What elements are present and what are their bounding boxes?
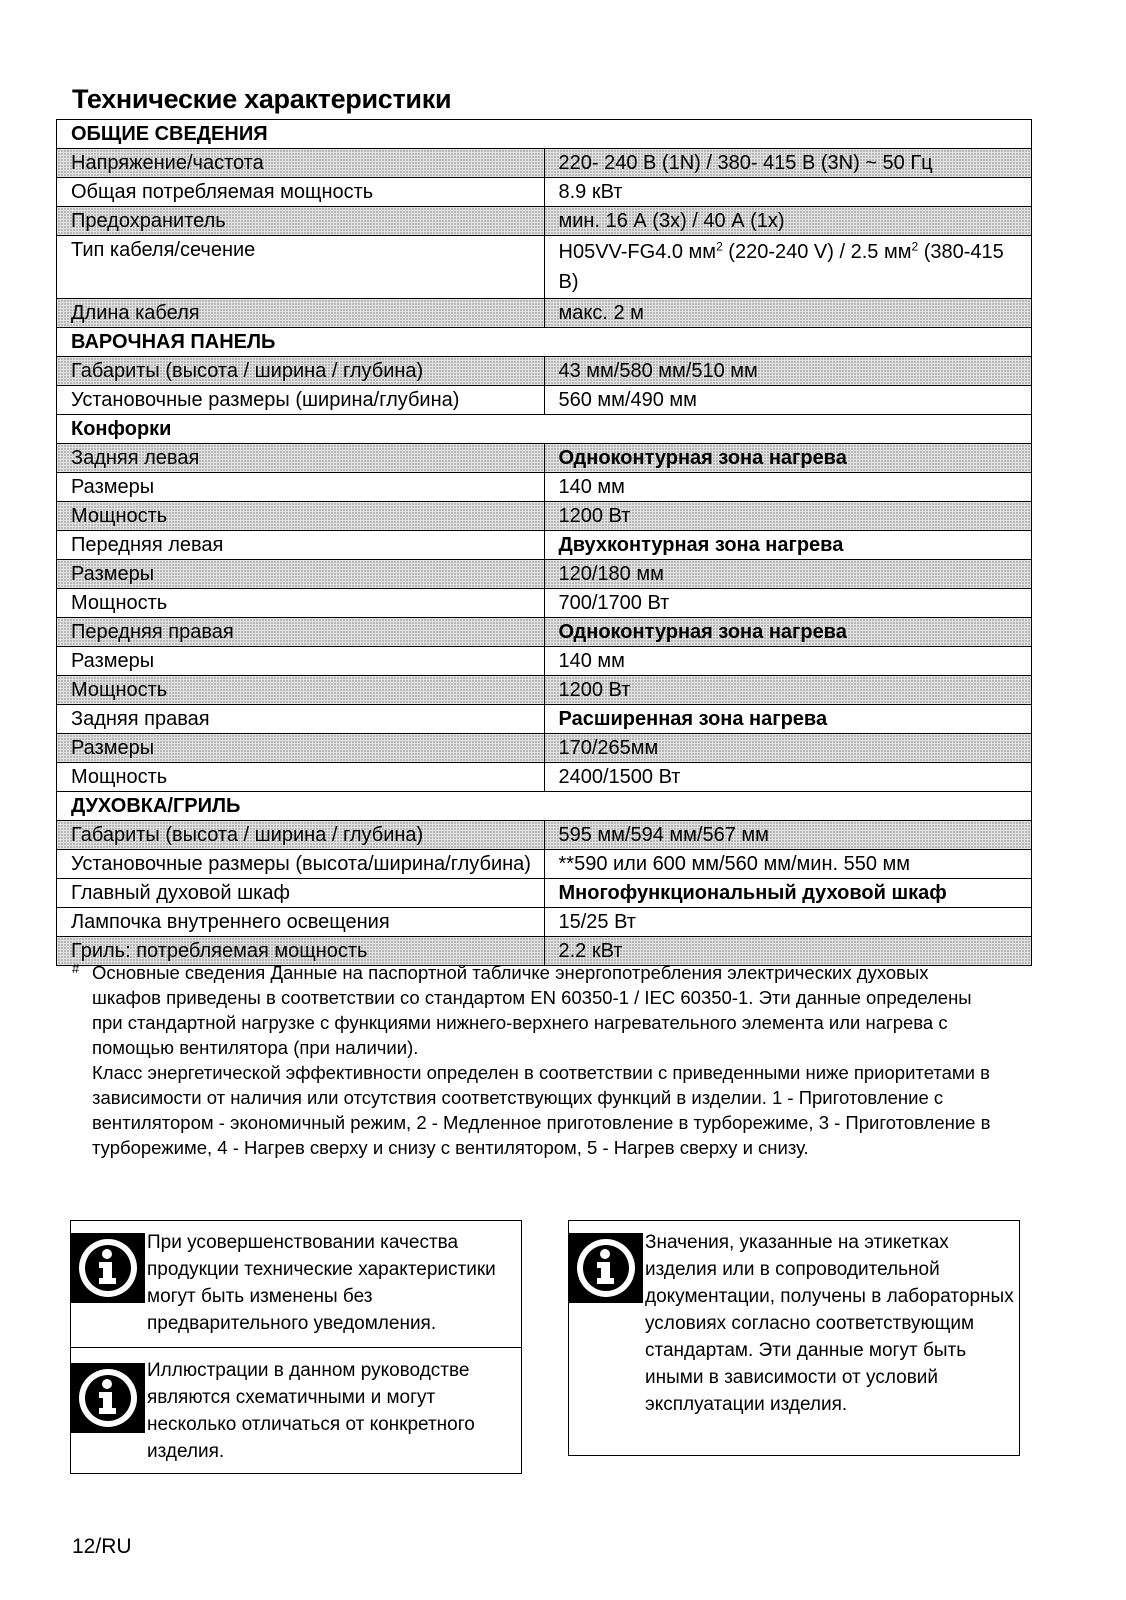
section-heading: ВАРОЧНАЯ ПАНЕЛЬ (57, 328, 1032, 357)
row-label: Габариты (высота / ширина / глубина) (57, 357, 545, 386)
table-row (57, 502, 1032, 531)
cable-superscript: 2 (716, 239, 723, 254)
row-value: Многофункциональный духовой шкаф (544, 879, 1032, 908)
note-text: Иллюстрации в данном руководстве являются схематичными и могут несколько отличаться от конкретного изделия. (147, 1360, 475, 1462)
info-icon (71, 1233, 145, 1303)
row-label: Предохранитель (57, 207, 545, 236)
row-value: Одноконтурная зона нагрева (544, 618, 1032, 647)
table-row (57, 178, 1032, 207)
section-heading-general (57, 120, 1032, 149)
row-value-cable (544, 236, 1032, 299)
row-label: Задняя правая (57, 705, 545, 734)
row-value: макс. 2 м (544, 299, 1032, 328)
row-label: Мощность (57, 676, 545, 705)
row-value: мин. 16 А (3x) / 40 А (1x) (544, 207, 1032, 236)
table-row (57, 879, 1032, 908)
row-label: Лампочка внутреннего освещения (57, 908, 545, 937)
page-number: 12/RU (72, 1535, 132, 1558)
table-row (57, 207, 1032, 236)
table-row (57, 850, 1032, 879)
row-value: **590 или 600 мм/560 мм/мин. 550 мм (544, 850, 1032, 879)
row-value: 1200 Вт (544, 676, 1032, 705)
table-row (57, 705, 1032, 734)
row-value: 120/180 мм (544, 560, 1032, 589)
row-value: 700/1700 Вт (544, 589, 1032, 618)
row-label: Мощность (57, 763, 545, 792)
cable-value-part: H05VV-FG4.0 мм (558, 241, 717, 263)
table-row (57, 618, 1032, 647)
row-label: Мощность (57, 589, 545, 618)
row-value: Двухконтурная зона нагрева (544, 531, 1032, 560)
row-value: 170/265мм (544, 734, 1032, 763)
table-row (57, 647, 1032, 676)
row-value: 595 мм/594 мм/567 мм (544, 821, 1032, 850)
row-value: 43 мм/580 мм/510 мм (544, 357, 1032, 386)
row-label: Длина кабеля (57, 299, 545, 328)
divider (71, 1347, 521, 1348)
table-row (57, 560, 1032, 589)
table-row (57, 734, 1032, 763)
table-row (57, 299, 1032, 328)
table-row (57, 473, 1032, 502)
row-label: Размеры (57, 734, 545, 763)
cable-value-part: (380-415 В) (558, 241, 1004, 293)
row-value: 560 мм/490 мм (544, 386, 1032, 415)
notes-box-right (568, 1220, 1020, 1456)
table-row (57, 386, 1032, 415)
row-label: Общая потребляемая мощность (57, 178, 545, 207)
info-icon (71, 1363, 145, 1433)
table-row (57, 531, 1032, 560)
section-heading-oven (57, 792, 1032, 821)
row-value: 140 мм (544, 473, 1032, 502)
row-value: 140 мм (544, 647, 1032, 676)
table-row (57, 676, 1032, 705)
row-label: Размеры (57, 560, 545, 589)
row-value: Одноконтурная зона нагрева (544, 444, 1032, 473)
row-label: Тип кабеля/сечение (57, 236, 545, 299)
row-label: Гриль: потребляемая мощность (57, 937, 545, 966)
note-text: При усовершенствовании качества продукции технические характеристики могут быть изменены без предварительного уведомления. (147, 1232, 496, 1334)
row-label: Задняя левая (57, 444, 545, 473)
row-label: Установочные размеры (высота/ширина/глубина) (57, 850, 545, 879)
row-value: Расширенная зона нагрева (544, 705, 1032, 734)
section-heading: ДУХОВКА/ГРИЛЬ (57, 792, 1032, 821)
notes-box-left (70, 1220, 522, 1474)
table-row (57, 444, 1032, 473)
footnote (72, 960, 1002, 1160)
table-row (57, 357, 1032, 386)
table-row (57, 236, 1032, 299)
row-value: 2.2 кВт (544, 937, 1032, 966)
footnote-paragraph: Основные сведения Данные на паспортной табличке энергопотребления электрических духовых шкафов приведены в соответствии со стандартом EN 60350-1 / IEC 60350-1. Эти данные определены при стандартной нагрузке с функциями нижнего-верхнего нагревательного элемента или нагрева с помощью вентилятора (при наличии). (92, 962, 972, 1058)
info-icon (569, 1233, 643, 1303)
section-heading-burners (57, 415, 1032, 444)
cable-superscript: 2 (911, 239, 919, 254)
row-value: 220- 240 В (1N) / 380- 415 В (3N) ~ 50 Гц (544, 149, 1032, 178)
row-label: Габариты (высота / ширина / глубина) (57, 821, 545, 850)
row-value: 8.9 кВт (544, 178, 1032, 207)
note-text: Значения, указанные на этикетках изделия или в сопроводительной документации, получены в лабораторных условиях согласно соответствующим стандартам. Эти данные могут быть иными в зависимости от условий эксплуатации изделия. (645, 1232, 1014, 1415)
row-label: Установочные размеры (ширина/глубина) (57, 386, 545, 415)
row-label: Главный духовой шкаф (57, 879, 545, 908)
table-row (57, 763, 1032, 792)
cable-value-part: (220-240 V) / 2.5 мм (722, 241, 912, 263)
section-heading-hob (57, 328, 1032, 357)
section-heading: ОБЩИЕ СВЕДЕНИЯ (57, 120, 1032, 149)
table-row (57, 908, 1032, 937)
row-value: 15/25 Вт (544, 908, 1032, 937)
table-row (57, 589, 1032, 618)
row-label: Передняя правая (57, 618, 545, 647)
section-heading: Конфорки (57, 415, 1032, 444)
row-label: Размеры (57, 647, 545, 676)
page-title: Технические характеристики (72, 84, 452, 114)
row-value: 1200 Вт (544, 502, 1032, 531)
row-label: Мощность (57, 502, 545, 531)
row-label: Напряжение/частота (57, 149, 545, 178)
table-row (57, 821, 1032, 850)
table-row (57, 149, 1032, 178)
spec-table (56, 119, 1032, 966)
row-value: 2400/1500 Вт (544, 763, 1032, 792)
footnote-mark: # (72, 961, 80, 976)
row-label: Передняя левая (57, 531, 545, 560)
footnote-paragraph: Класс энергетической эффективности определен в соответствии с приведенными ниже приоритетами в зависимости от наличия или отсутствия соответствующих функций в изделии. 1 - Приготовление с вентилятором - экономичный режим, 2 - Медленное приготовление в турборежиме, 3 - Приготовление в турборежиме, 4 - Нагрев сверху и снизу с вентилятором, 5 - Нагрев сверху и снизу. (92, 1062, 991, 1158)
row-label: Размеры (57, 473, 545, 502)
